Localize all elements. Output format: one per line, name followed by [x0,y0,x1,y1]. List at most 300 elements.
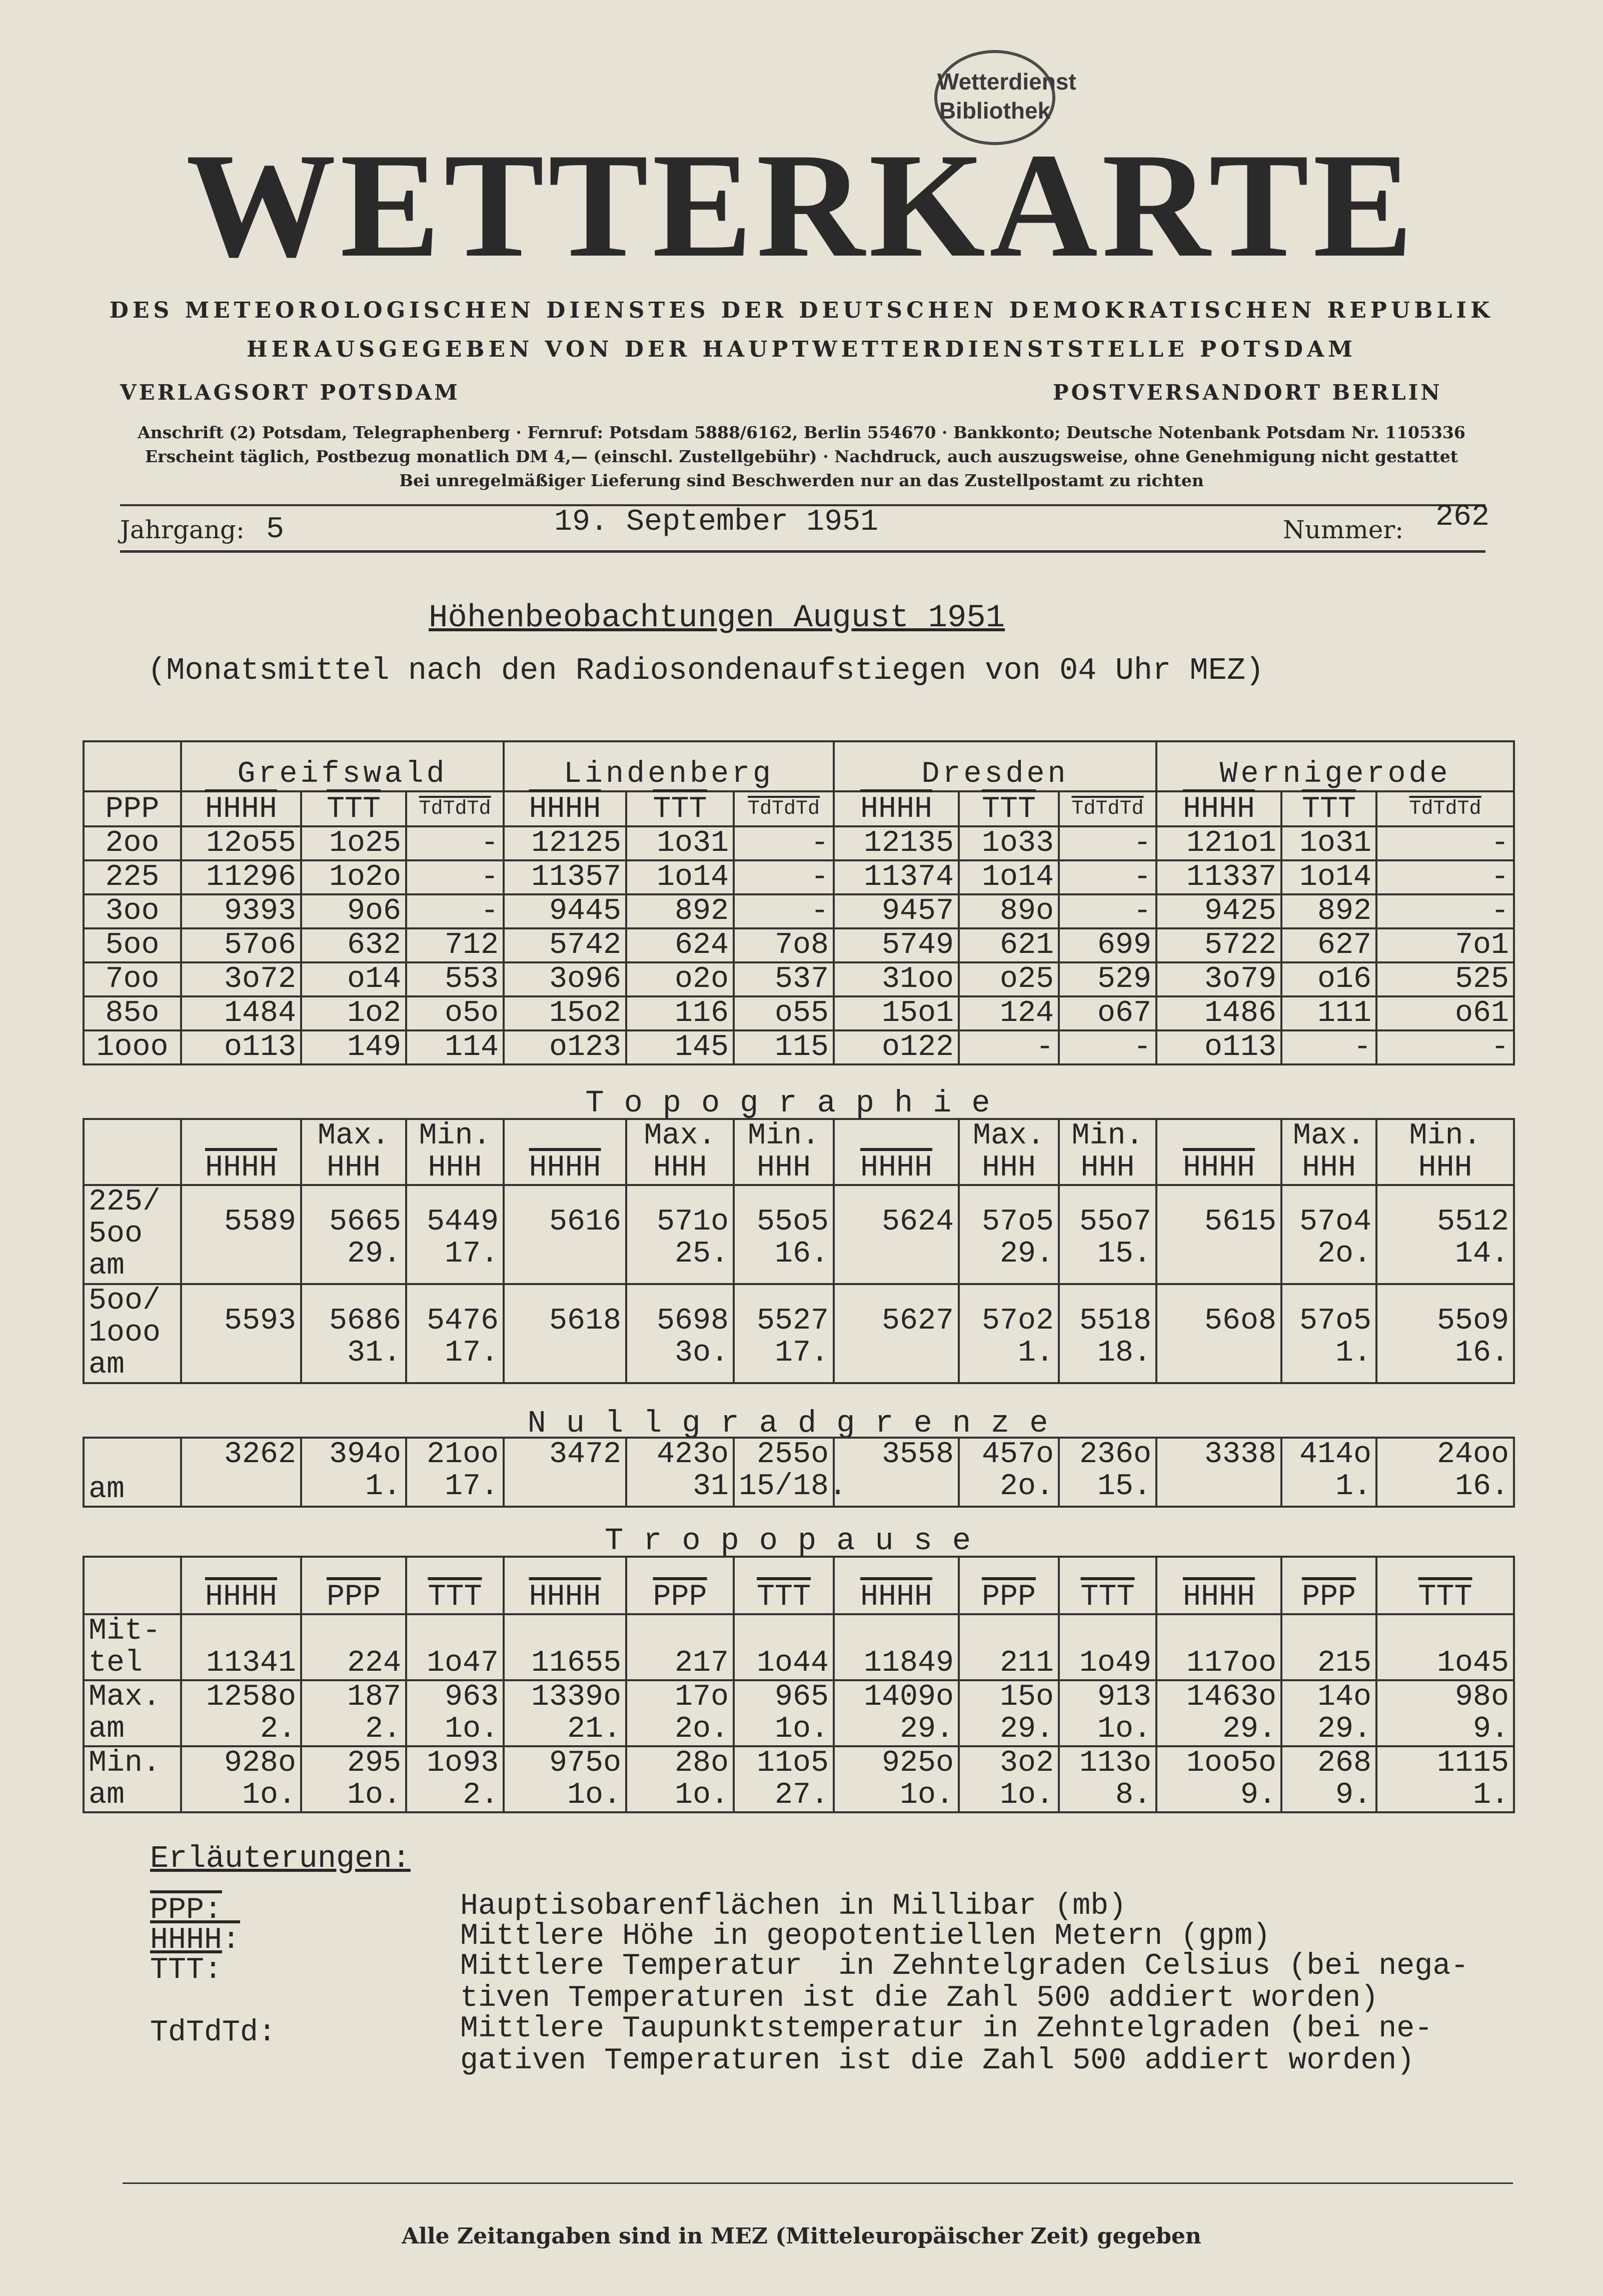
tropo-cell [959,1746,1059,1812]
value-cell: o5o [406,996,504,1030]
value-cell: 712 [406,928,504,962]
value-cell: 115 [734,1030,834,1064]
tropo-day: 29. [899,1712,954,1746]
value-cell: 121o1 [1156,826,1281,860]
tropo-cell [1281,1614,1376,1680]
value-cell: - [734,894,834,928]
tropo-value: 224 [347,1646,401,1680]
value-cell: 9425 [1156,894,1281,928]
table-row [84,894,1514,928]
tropo-cell [1059,1746,1156,1812]
topo-col-min-label: Min. [1409,1119,1481,1153]
topo-cell [406,1284,504,1383]
topo-day: 1. [1017,1336,1054,1370]
tropo-day: 9. [1335,1778,1371,1812]
tropo-day: 8. [1115,1778,1151,1812]
ppp-cell: 85o [84,996,181,1030]
value-cell: 1o14 [626,860,734,894]
topo-cell [181,1284,301,1383]
value-cell: 5722 [1156,928,1281,962]
topo-cell [734,1185,834,1284]
nullgrad-day: 15/18. [739,1470,847,1504]
value-cell: 1o31 [626,826,734,860]
legend-key: PPP: [150,1893,223,1927]
tropopause-table [83,1556,1515,1813]
nullgrad-value: 21oo [426,1438,499,1472]
topo-col-min-label: Min. [1071,1119,1144,1153]
topo-row-label-line: 1ooo [89,1316,161,1350]
col-hhhh: HHHH [504,791,626,826]
col-tdtdtd: TdTdTd [1376,791,1514,826]
topo-col-min [406,1119,504,1185]
topo-header-row [84,1119,1514,1185]
topo-cell [834,1284,959,1383]
tropo-row-label [84,1680,181,1746]
tropo-day: 2o. [674,1712,729,1746]
table-row [84,1030,1514,1064]
value-cell: 537 [734,962,834,996]
topo-cell [1376,1185,1514,1284]
topo-col-hhh-label: HHH [1301,1151,1356,1185]
topo-col-min [1376,1119,1514,1185]
tropo-day: 2. [260,1712,296,1746]
value-cell: - [1376,1030,1514,1064]
value-cell: - [959,1030,1059,1064]
nullgrad-value: 3472 [549,1438,621,1472]
nullgrad-value: 423o [656,1438,729,1472]
tropo-cell [959,1614,1059,1680]
tropo-row-label [84,1746,181,1812]
tropo-value: 98o [1454,1680,1509,1714]
tropo-cell [626,1614,734,1680]
value-cell: 145 [626,1030,734,1064]
nullgrad-section-title: Nullgradgrenze [527,1406,1068,1441]
tropo-value: 1409o [863,1680,954,1714]
value-cell: 89o [959,894,1059,928]
tropo-col-header: $\overline{PPP}$ [1281,1557,1376,1614]
value-cell: 1o14 [1281,860,1376,894]
value-cell: 9393 [181,894,301,928]
tropo-cell [1156,1614,1281,1680]
nullgrad-day: 1. [1335,1470,1371,1504]
value-cell: - [1376,826,1514,860]
topo-col-hhh-label: HHH [981,1151,1036,1185]
value-cell: - [734,860,834,894]
nullgrad-cell [1281,1438,1376,1507]
topo-cell [406,1185,504,1284]
topo-cell [626,1284,734,1383]
topo-day: 17. [444,1237,499,1271]
tropo-value: 211 [999,1646,1054,1680]
value-cell: o2o [626,962,734,996]
tropopause-body [84,1557,1514,1812]
topo-value: 5527 [756,1304,829,1338]
tropo-value: 187 [347,1680,401,1714]
topo-value: 5665 [329,1205,401,1239]
value-cell: - [406,860,504,894]
tropo-cell [734,1614,834,1680]
topo-value: 5449 [426,1205,499,1239]
topo-row-label-line: 5oo/ [89,1284,161,1318]
tropo-col-header: $\overline{TTT}$ [1376,1557,1514,1614]
tropo-value: 1463o [1186,1680,1276,1714]
value-cell: 529 [1059,962,1156,996]
tropo-day: 1o. [774,1712,829,1746]
col-ttt: $\overline{TTT}$ [1281,791,1376,826]
topo-col-hhh-label: HHH [326,1151,381,1185]
value-cell: 116 [626,996,734,1030]
topo-value: 56o8 [1204,1304,1276,1338]
jahrgang-label: Jahrgang: [120,515,245,544]
topo-cell [1281,1185,1376,1284]
col-ttt: $\overline{TTT}$ [301,791,406,826]
col-ttt: $\overline{TTT}$ [626,791,734,826]
tropo-cell [834,1614,959,1680]
topo-col-hhh-label: HHH [1080,1151,1135,1185]
tropo-value: 11341 [206,1646,296,1680]
tropo-cell [834,1746,959,1812]
value-cell: 11357 [504,860,626,894]
topo-value: 5627 [881,1304,954,1338]
topo-col-hhh-label: HHH [428,1151,482,1185]
tropo-value: 1o44 [756,1646,829,1680]
verlagsort: VERLAGSORT POTSDAM [120,380,460,405]
tropo-value: 928o [224,1746,296,1780]
value-cell: o14 [301,962,406,996]
tropo-cell [734,1680,834,1746]
value-cell: - [1059,826,1156,860]
value-cell: 11337 [1156,860,1281,894]
tropo-col-header: $\overline{TTT}$ [406,1557,504,1614]
tropo-cell [1376,1746,1514,1812]
tropo-row-label-line: am [89,1778,125,1812]
tropo-cell [1156,1680,1281,1746]
tropo-value: 295 [347,1746,401,1780]
tropo-value: 113o [1079,1746,1151,1780]
footer-rule [123,2182,1513,2184]
topo-value: 5593 [224,1304,296,1338]
tropo-cell [181,1680,301,1746]
tropo-value: 28o [674,1746,729,1780]
value-cell: 31oo [834,962,959,996]
tropo-day: 2. [365,1712,401,1746]
col-tdtdtd: TdTdTd [734,791,834,826]
topo-day: 16. [774,1237,829,1271]
tropo-cell [626,1746,734,1812]
value-cell: 5749 [834,928,959,962]
tropo-corner [84,1557,181,1614]
topo-col-max-label: Max. [317,1119,390,1153]
value-cell: 7o8 [734,928,834,962]
ppp-cell: 7oo [84,962,181,996]
value-cell: - [1059,1030,1156,1064]
tropo-cell [504,1680,626,1746]
tropo-value: 3o2 [999,1746,1054,1780]
col-hhhh: HHHH [1156,791,1281,826]
topo-day: 29. [347,1237,401,1271]
tropo-cell [406,1614,504,1680]
tropo-row [84,1614,1514,1680]
tropo-day: 29. [1222,1712,1276,1746]
ppp-cell: 1ooo [84,1030,181,1064]
tropo-value: 117oo [1186,1646,1276,1680]
value-cell: 11374 [834,860,959,894]
tropo-value: 965 [774,1680,829,1714]
nullgrad-value: 3262 [224,1438,296,1472]
stamp-line-2: Bibliothek [939,98,1051,124]
topo-value: 5615 [1204,1205,1276,1239]
tropo-value: 913 [1097,1680,1151,1714]
nullgrad-cell [181,1438,301,1507]
tropo-section-title: Tropopause [604,1523,991,1559]
topo-col-max [301,1119,406,1185]
table-corner [84,741,181,791]
legend-key: TTT: [150,1953,223,1987]
nullgrad-cell [301,1438,406,1507]
tropo-row-label-line: am [89,1712,125,1746]
tropo-day: 27. [774,1778,829,1812]
tropo-cell [406,1680,504,1746]
tropo-value: 11849 [863,1646,954,1680]
nullgrad-value: 3338 [1204,1438,1276,1472]
nullgrad-cell [1376,1438,1514,1507]
legend-title: Erläuterungen: [150,1841,411,1876]
tropo-cell [301,1746,406,1812]
topo-col-max-label: Max. [644,1119,716,1153]
value-cell: 632 [301,928,406,962]
station-header-greifswald: Greifswald [181,741,504,791]
tropo-cell [181,1746,301,1812]
topo-col-max-label: Max. [1292,1119,1365,1153]
nullgrad-value: 394o [329,1438,401,1472]
tropo-col-header: HHHH [181,1557,301,1614]
tropo-value: 1115 [1436,1746,1509,1780]
value-cell: o67 [1059,996,1156,1030]
nummer-label: Nummer: [1283,515,1404,544]
tropo-cell [504,1614,626,1680]
tropo-day: 29. [1317,1712,1371,1746]
tropo-value: 1o47 [426,1646,499,1680]
tropo-value: 17o [674,1680,729,1714]
doc-subtitle: (Monatsmittel nach den Radiosondenaufstiegen von 04 Uhr MEZ) [148,653,1264,688]
topo-cell [959,1185,1059,1284]
tropo-day: 1o. [347,1778,401,1812]
topo-col-min-label: Min. [419,1119,491,1153]
topo-day: 25. [674,1237,729,1271]
jahrgang-value: 5 [266,513,285,547]
tropo-value: 1o49 [1079,1646,1151,1680]
value-cell: 1o25 [301,826,406,860]
topo-col-max [626,1119,734,1185]
value-cell: 12o55 [181,826,301,860]
tropo-cell [181,1614,301,1680]
tropo-cell [1059,1614,1156,1680]
topo-value: 5686 [329,1304,401,1338]
value-cell: 57o6 [181,928,301,962]
tropo-cell [1281,1746,1376,1812]
col-hhhh: HHHH [181,791,301,826]
tropo-value: 11655 [531,1646,621,1680]
topo-cell [1059,1284,1156,1383]
legend-key: TdTdTd: [150,2016,277,2050]
topo-value: 5476 [426,1304,499,1338]
tropo-value: 1oo5o [1186,1746,1276,1780]
value-cell: 892 [1281,894,1376,928]
masthead-line-2: HERAUSGEGEBEN VON DER HAUPTWETTERDIENSTSTELLE POTSDAM [247,337,1356,362]
topo-value: 5698 [656,1304,729,1338]
value-cell: 1o2o [301,860,406,894]
tropo-value: 11o5 [756,1746,829,1780]
topo-row-label [84,1185,181,1284]
doc-title: Höhenbeobachtungen August 1951 [429,600,1005,636]
tropo-row-label-line: Min. [89,1746,161,1780]
topography-table [83,1118,1515,1384]
topo-col-hhhh: HHHH [834,1119,959,1185]
table-row [84,962,1514,996]
tropo-row-label [84,1614,181,1680]
nullgrad-day: 17. [444,1470,499,1504]
tropo-cell [1156,1746,1281,1812]
legend-text: Hauptisobarenflächen in Millibar (mb) [460,1889,1127,1923]
masthead-title: WETTERKARTE [186,122,1417,288]
tropo-day: 1o. [444,1712,499,1746]
header-rule-bottom [120,550,1485,553]
tropo-value: 217 [674,1646,729,1680]
tropo-day: 1o. [242,1778,296,1812]
value-cell: o113 [1156,1030,1281,1064]
value-cell: - [406,826,504,860]
main-table-body [84,826,1514,1064]
topo-day: 17. [774,1336,829,1370]
tropo-row-label-line: Max. [89,1680,161,1714]
tropo-value: 925o [881,1746,954,1780]
topo-cell [1156,1185,1281,1284]
value-cell: - [1281,1030,1376,1064]
topo-value: 5518 [1079,1304,1151,1338]
ppp-cell: 225 [84,860,181,894]
tropo-cell [504,1746,626,1812]
nullgrad-value: 236o [1079,1438,1151,1472]
topo-value: 57o2 [981,1304,1054,1338]
legend-text: Mittlere Taupunktstemperatur in Zehntelgraden (bei ne- gativen Temperaturen ist die Zahl 500 addiert worden) [460,2012,1433,2078]
tropo-row [84,1680,1514,1746]
tropo-value: 963 [444,1680,499,1714]
tropo-header-row [84,1557,1514,1614]
nullgrad-value: 24oo [1436,1438,1509,1472]
topo-col-max [959,1119,1059,1185]
topo-col-hhh-label: HHH [756,1151,811,1185]
topo-day: 29. [999,1237,1054,1271]
value-cell: 699 [1059,928,1156,962]
value-cell: o16 [1281,962,1376,996]
value-cell: 3o96 [504,962,626,996]
value-cell: 553 [406,962,504,996]
col-ttt: $\overline{TTT}$ [959,791,1059,826]
tropo-cell [734,1746,834,1812]
value-cell: 9457 [834,894,959,928]
tropo-col-header: $\overline{PPP}$ [301,1557,406,1614]
topo-cell [626,1185,734,1284]
topo-day: 14. [1454,1237,1509,1271]
tropo-cell [834,1680,959,1746]
topo-row-label-line: 5oo [89,1217,143,1251]
postversandort: POSTVERSANDORT BERLIN [1053,380,1442,405]
tropo-day: 1o. [899,1778,954,1812]
info-line-1: Anschrift (2) Potsdam, Telegraphenberg · Fernruf: Potsdam 5888/6162, Berlin 554670 · Bankkonto; Deutsche Notenbank Potsdam Nr. 1105336 [138,423,1465,442]
topo-section-title: Topographie [585,1085,1010,1121]
col-hhhh: HHHH [834,791,959,826]
tropo-day: 1o. [567,1778,621,1812]
topo-cell [301,1185,406,1284]
topo-cell [1156,1284,1281,1383]
topo-day: 1. [1335,1336,1371,1370]
value-cell: 15o1 [834,996,959,1030]
nullgrad-day: 1. [365,1470,401,1504]
value-cell: 7o1 [1376,928,1514,962]
nullgrad-value: 3558 [881,1438,954,1472]
tropo-day: 1o. [999,1778,1054,1812]
tropo-cell [626,1680,734,1746]
nullgrad-cell [406,1438,504,1507]
tropo-day: 1. [1472,1778,1509,1812]
nullgrad-cell [834,1438,959,1507]
tropo-cell [301,1680,406,1746]
topo-col-hhhh: HHHH [1156,1119,1281,1185]
topo-col-hhh-label: HHH [653,1151,707,1185]
topo-col-max-label: Max. [972,1119,1045,1153]
value-cell: 11296 [181,860,301,894]
nullgrad-value: 255o [756,1438,829,1472]
nullgrad-cell [1156,1438,1281,1507]
value-cell: 114 [406,1030,504,1064]
value-cell: 1o14 [959,860,1059,894]
topo-cell [504,1185,626,1284]
nullgrad-day: 31 [692,1470,729,1504]
tropo-col-header: $\overline{PPP}$ [626,1557,734,1614]
value-cell: o61 [1376,996,1514,1030]
topo-col-hhhh: HHHH [181,1119,301,1185]
topo-value: 5589 [224,1205,296,1239]
value-cell: 3o72 [181,962,301,996]
main-subheader-row [84,791,1514,826]
tropo-row-label-line: Mit- [89,1614,161,1648]
nullgrad-day: 15. [1097,1470,1151,1504]
masthead-line-1: DES METEOROLOGISCHEN DIENSTES DER DEUTSCHEN DEMOKRATISCHEN REPUBLIK [109,298,1494,323]
value-cell: o123 [504,1030,626,1064]
value-cell: 3o79 [1156,962,1281,996]
value-cell: 624 [626,928,734,962]
tropo-cell [1281,1680,1376,1746]
value-cell: 9445 [504,894,626,928]
topo-row-label-line: am [89,1249,125,1283]
table-row [84,826,1514,860]
nullgrad-cell [959,1438,1059,1507]
nullgrad-cell [1059,1438,1156,1507]
topo-cell [1059,1185,1156,1284]
value-cell: o113 [181,1030,301,1064]
value-cell: - [1376,860,1514,894]
station-header-dresden: Dresden [834,741,1156,791]
legend-text: Mittlere Höhe in geopotentiellen Metern (gpm) [460,1919,1271,1953]
tropo-col-header: HHHH [834,1557,959,1614]
tropo-day: 9. [1472,1712,1509,1746]
tropo-cell [301,1614,406,1680]
col-tdtdtd: TdTdTd [1059,791,1156,826]
table-row [84,996,1514,1030]
value-cell: o122 [834,1030,959,1064]
tropo-value: 15o [999,1680,1054,1714]
ppp-cell: 3oo [84,894,181,928]
